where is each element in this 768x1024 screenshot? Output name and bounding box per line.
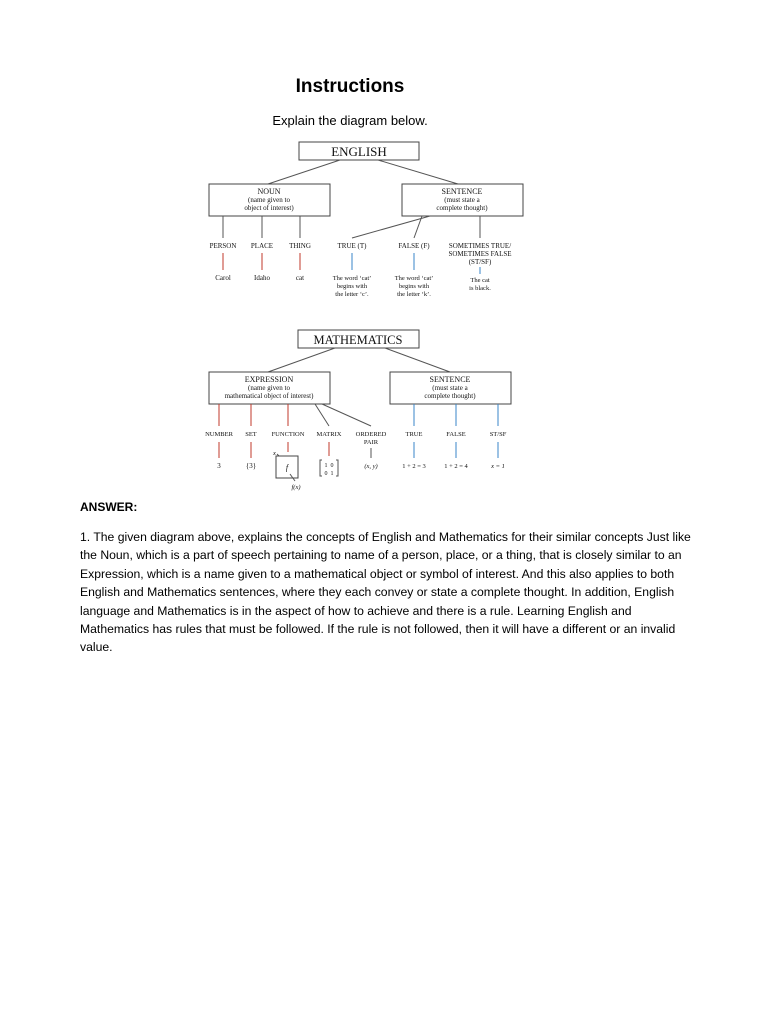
leaf-person: PERSON [209, 242, 237, 250]
leaf-ordered-pair: ORDERED [355, 431, 387, 438]
math-connector [385, 348, 450, 372]
example-stsf: x = 1 [491, 463, 505, 470]
leaf-sometimes: SOMETIMES TRUE/ [448, 242, 512, 250]
english-sentence-title: SENTENCE [441, 187, 483, 196]
leaf-place: PLACE [250, 242, 274, 250]
leaf-ordered-pair: PAIR [363, 439, 379, 446]
leaf-false: FALSE (F) [398, 242, 430, 250]
leaf-set: SET [245, 431, 257, 438]
concept-diagram [0, 0, 768, 500]
leaf-function: FUNCTION [271, 431, 305, 438]
example-ordered-pair: (x, y) [364, 463, 378, 470]
example-sometimes: is black. [469, 285, 491, 292]
leaf-sometimes: SOMETIMES FALSE [448, 250, 512, 258]
example-false: begins with [398, 283, 430, 290]
matrix-left-bracket [320, 460, 322, 476]
matrix-row: 0 1 [324, 471, 334, 477]
math-connector [322, 404, 371, 426]
example-number: 3 [217, 462, 221, 470]
example-false: the letter ‘k’. [397, 291, 431, 298]
english-sentence-desc: (must state a [444, 196, 480, 204]
example-true: 1 + 2 = 3 [402, 463, 426, 470]
function-symbol: f [285, 463, 289, 472]
english-connector [378, 160, 458, 184]
example-true: The word ‘cat’ [332, 275, 372, 282]
example-true: the letter ‘c’. [335, 291, 369, 298]
noun-title: NOUN [257, 187, 281, 196]
math-sentence-desc: (must state a [432, 384, 468, 392]
noun-desc: (name given to [248, 196, 290, 204]
example-false: The word ‘cat’ [394, 275, 434, 282]
function-input-label: x [273, 450, 276, 457]
function-output-label: f(x) [291, 484, 301, 491]
math-sentence-desc: complete thought) [424, 392, 476, 400]
leaf-number: NUMBER [205, 431, 233, 438]
answer-heading: ANSWER: [80, 500, 138, 514]
math-connector [268, 348, 335, 372]
english-sentence-desc: complete thought) [436, 204, 488, 212]
math-connector [315, 404, 329, 426]
example-false: 1 + 2 = 4 [444, 463, 468, 470]
page-title: Instructions [295, 76, 405, 97]
english-root-label: ENGLISH [331, 144, 387, 159]
expression-desc: (name given to [248, 384, 290, 392]
math-sentence-title: SENTENCE [429, 375, 471, 384]
english-connector [268, 160, 340, 184]
leaf-false: FALSE [446, 431, 466, 438]
example-place: Idaho [254, 274, 270, 282]
example-thing: cat [295, 274, 305, 282]
math-root-label: MATHEMATICS [313, 333, 403, 347]
matrix-row: 1 0 [324, 463, 334, 469]
example-sometimes: The cat [470, 277, 490, 284]
matrix-right-bracket [336, 460, 338, 476]
expression-desc: mathematical object of interest) [224, 392, 314, 400]
expression-title: EXPRESSION [244, 375, 294, 384]
noun-desc: object of interest) [244, 204, 294, 212]
leaf-true: TRUE (T) [337, 242, 367, 250]
leaf-sometimes: (ST/SF) [468, 258, 492, 266]
example-set: {3} [245, 462, 257, 470]
example-person: Carol [215, 274, 231, 282]
example-true: begins with [336, 283, 368, 290]
leaf-true: TRUE [405, 431, 423, 438]
leaf-stsf: ST/SF [489, 431, 507, 438]
leaf-thing: THING [289, 242, 311, 250]
leaf-matrix: MATRIX [316, 431, 342, 438]
answer-paragraph: 1. The given diagram above, explains the concepts of English and Mathematics for their similar concepts Just like the Noun, which is a part of speech pertaining to name of a person, place, or a thing, that is closely similar to an Expression, which is a name given to a mathematical object or symbol of interest. And this also applies to both English and Mathematics sentences, where they each convey or state a complete thought. In addition, English language and Mathematics is in the aspect of how to achieve and there is a rule. Learning English and Mathematics has rules that must be followed. If the rule is not followed, then it will have a different or an invalid value. [80, 530, 691, 655]
instruction-subtitle: Explain the diagram below. [272, 113, 428, 128]
